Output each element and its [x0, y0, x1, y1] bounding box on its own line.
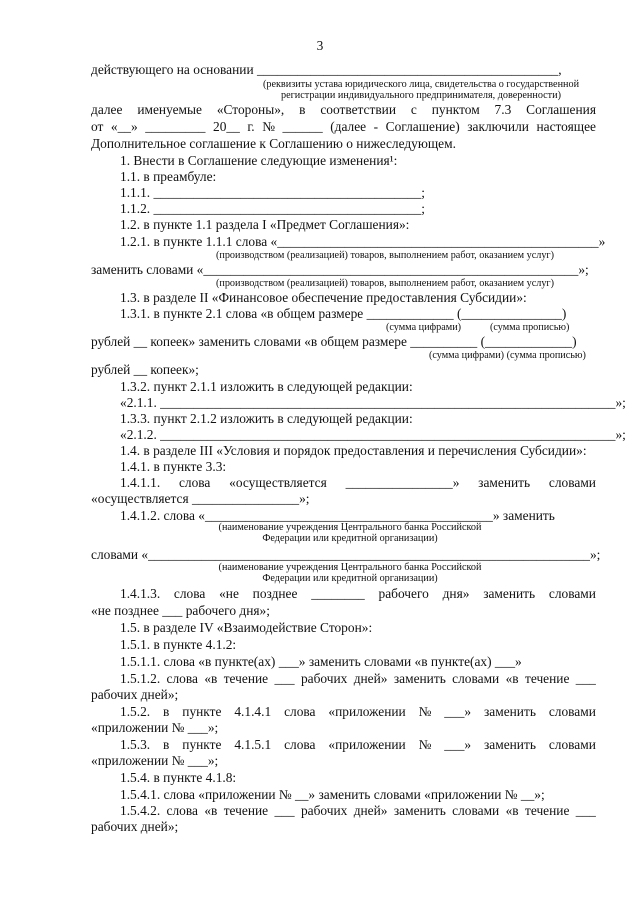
word: настоящее [536, 119, 596, 134]
text-line: 1.4.1. в пункте 3.3: [120, 459, 227, 474]
word: № [262, 119, 275, 134]
word: дня» [442, 586, 470, 601]
word: слова [178, 475, 211, 490]
text-line: действующего на основании _____________________________________________, [91, 62, 562, 77]
word: от [91, 119, 104, 134]
word: г. [247, 119, 255, 134]
word: ___ [274, 671, 295, 686]
word: № [418, 704, 432, 719]
word: течение [524, 671, 570, 686]
text-line: «приложении № ___»; [91, 753, 219, 768]
word: _________ [145, 119, 206, 134]
word: далее [91, 102, 123, 117]
justified-line [120, 671, 596, 687]
field-caption: (наименование учреждения Центрального банка Российской [218, 522, 482, 533]
word: 20__ [213, 119, 240, 134]
field-caption: (производством (реализацией) товаров, выполнением работ, оказанием услуг) [215, 278, 554, 289]
justified-line [120, 586, 596, 602]
text-line: «не позднее ___ рабочего дня»; [91, 603, 270, 618]
text-line: Дополнительное соглашение к Соглашению о нижеследующем. [91, 136, 456, 151]
text-line: 1.3.1. в пункте 2.1 слова «в общем размере _____________ (_______________) [120, 306, 567, 321]
word: 1.5.4.2. [120, 803, 161, 818]
text-line: 1.1.1. ________________________________________; [120, 185, 426, 200]
text-line: рабочих дней»; [91, 687, 179, 702]
justified-line [91, 119, 596, 135]
field-caption: (реквизиты устава юридического лица, свидетельства о государственной [262, 79, 580, 90]
field-caption: регистрации индивидуального предпринимателя, доверенности) [281, 90, 561, 101]
word: заключили [467, 119, 529, 134]
text-line: рабочих дней»; [91, 819, 179, 834]
word: Соглашение) [385, 119, 460, 134]
word: словами [452, 803, 500, 818]
word: именуемые [137, 102, 202, 117]
word: ___» [444, 737, 472, 752]
text-line: словами «__________________________________________________________________»; [91, 547, 601, 562]
text-line: «2.1.2. ____________________________________________________________________»; [120, 427, 626, 442]
word: заменить [478, 475, 531, 490]
word: - [373, 119, 379, 134]
word: дней» [353, 671, 388, 686]
word: заменить [483, 586, 536, 601]
word: течение [223, 671, 269, 686]
page-number: 3 [316, 38, 324, 53]
word: «приложении [328, 704, 406, 719]
field-caption: (сумма цифрами) (сумма прописью) [429, 350, 586, 361]
word: слова [284, 737, 316, 752]
word: «в [505, 671, 519, 686]
text-line: 1.2.1. в пункте 1.1.1 слова «________________________________________________» [120, 234, 606, 249]
field-caption: (сумма прописью) [490, 322, 570, 333]
word: «__» [110, 119, 138, 134]
justified-line [120, 737, 596, 753]
word: «Стороны», [216, 102, 285, 117]
word: в [299, 102, 306, 117]
word: слова [284, 704, 316, 719]
field-caption: Федерации или кредитной организации) [262, 573, 438, 584]
justified-line [91, 102, 596, 118]
word: дней» [353, 803, 388, 818]
text-line: 1.4. в разделе III «Условия и порядок предоставления и перечисления Субсидии»: [120, 443, 587, 458]
word: словами [548, 737, 596, 752]
text-line: 1.5.4.1. слова «приложении № __» заменить словами «приложении № __»; [120, 787, 545, 802]
word: слова [173, 586, 206, 601]
word: 4.1.5.1 [234, 737, 272, 752]
word: 4.1.4.1 [234, 704, 272, 719]
field-caption: (наименование учреждения Центрального банка Российской [218, 562, 482, 573]
word: пункте [182, 704, 222, 719]
word: заменить [393, 671, 446, 686]
text-line: 1.5.1. в пункте 4.1.2: [120, 637, 237, 652]
text-line: 1.1.2. ________________________________________; [120, 201, 426, 216]
word: 1.5.1.2. [120, 671, 161, 686]
word: позднее [252, 586, 298, 601]
text-line: 1.4.1.2. слова «___________________________________________» заменить [120, 508, 555, 523]
text-line: 1.3.2. пункт 2.1.1 изложить в следующей редакции: [120, 379, 413, 394]
word: ________ [311, 586, 365, 601]
text-line: рублей __ копеек» заменить словами «в общем размере __________ (_____________) [91, 334, 577, 349]
word: словами [548, 704, 596, 719]
word: 1.4.1.3. [120, 586, 161, 601]
word: с [410, 102, 417, 117]
word: ___» [444, 704, 472, 719]
word: заменить [483, 704, 536, 719]
text-line: «осуществляется ________________»; [91, 491, 310, 506]
field-caption: Федерации или кредитной организации) [262, 533, 438, 544]
word: слова [166, 803, 198, 818]
word: «в [204, 803, 218, 818]
word: течение [223, 803, 269, 818]
word: ___ [274, 803, 295, 818]
text-line: 1.5.1.1. слова «в пункте(ах) ___» заменить словами «в пункте(ах) ___» [120, 654, 522, 669]
word: ___ [575, 671, 596, 686]
word: словами [452, 671, 500, 686]
word: № [418, 737, 432, 752]
text-line: «2.1.1. ____________________________________________________________________»; [120, 395, 626, 410]
justified-line [120, 475, 596, 491]
word: «приложении [328, 737, 406, 752]
word: «осуществляется [229, 475, 327, 490]
word: рабочих [300, 803, 348, 818]
text-line: 1.3. в разделе II «Финансовое обеспечение предоставления Субсидии»: [120, 290, 527, 305]
word: 1.4.1.1. [120, 475, 161, 490]
word: пункте [182, 737, 222, 752]
word: 7.3 [494, 102, 512, 117]
word: «в [505, 803, 519, 818]
text-line: рублей __ копеек»; [91, 362, 199, 377]
text-line: заменить словами «________________________________________________________»; [91, 262, 589, 277]
text-line: 1.5. в разделе IV «Взаимодействие Сторон»: [120, 620, 373, 635]
text-line: 1.2. в пункте 1.1 раздела I «Предмет Соглашения»: [120, 217, 410, 232]
text-line: 1.5.4. в пункте 4.1.8: [120, 770, 237, 785]
word: (далее [330, 119, 367, 134]
word: заменить [483, 737, 536, 752]
text-line: «приложении № ___»; [91, 720, 219, 735]
justified-line [120, 803, 596, 819]
word: рабочего [378, 586, 429, 601]
word: словами [548, 586, 596, 601]
word: в [163, 704, 170, 719]
word: ________________» [345, 475, 460, 490]
word: заменить [393, 803, 446, 818]
word: ______ [282, 119, 323, 134]
word: ___ [575, 803, 596, 818]
word: Соглашения [526, 102, 596, 117]
word: словами [548, 475, 596, 490]
text-line: 1.1. в преамбуле: [120, 169, 217, 184]
word: «в [204, 671, 218, 686]
field-caption: (производством (реализацией) товаров, выполнением работ, оказанием услуг) [215, 250, 554, 261]
word: 1.5.3. [120, 737, 151, 752]
word: в [163, 737, 170, 752]
word: 1.5.2. [120, 704, 151, 719]
field-caption: (сумма цифрами) [386, 322, 462, 333]
word: рабочих [300, 671, 348, 686]
word: течение [524, 803, 570, 818]
word: слова [166, 671, 198, 686]
text-line: 1. Внести в Соглашение следующие изменения¹: [120, 153, 398, 168]
word: соответствии [320, 102, 397, 117]
word: «не [219, 586, 239, 601]
text-line: 1.3.3. пункт 2.1.2 изложить в следующей редакции: [120, 411, 413, 426]
word: пунктом [431, 102, 480, 117]
justified-line [120, 704, 596, 720]
